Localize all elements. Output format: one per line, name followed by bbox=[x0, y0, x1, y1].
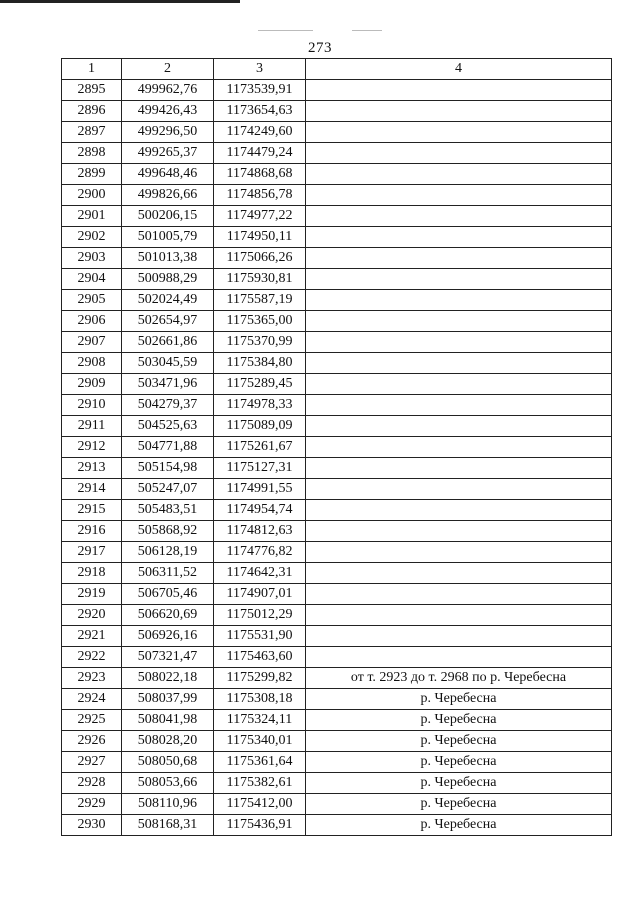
scan-artifact bbox=[352, 30, 382, 31]
description-cell bbox=[306, 647, 612, 668]
description-cell bbox=[306, 374, 612, 395]
description-cell: р. Черебесна bbox=[306, 794, 612, 815]
point-number-cell: 2914 bbox=[62, 479, 122, 500]
description-cell bbox=[306, 185, 612, 206]
table-row bbox=[62, 80, 612, 101]
table-row bbox=[62, 353, 612, 374]
description-cell bbox=[306, 311, 612, 332]
x-coordinate-cell: 508022,18 bbox=[122, 668, 214, 689]
x-coordinate-cell: 502654,97 bbox=[122, 311, 214, 332]
y-coordinate-cell: 1174954,74 bbox=[214, 500, 306, 521]
table-row bbox=[62, 521, 612, 542]
x-coordinate-cell: 504279,37 bbox=[122, 395, 214, 416]
table-row bbox=[62, 311, 612, 332]
description-cell bbox=[306, 227, 612, 248]
description-cell bbox=[306, 479, 612, 500]
table-row bbox=[62, 479, 612, 500]
point-number-cell: 2917 bbox=[62, 542, 122, 563]
description-cell bbox=[306, 353, 612, 374]
table-row bbox=[62, 143, 612, 164]
description-cell bbox=[306, 584, 612, 605]
y-coordinate-cell: 1175384,80 bbox=[214, 353, 306, 374]
point-number-cell: 2912 bbox=[62, 437, 122, 458]
x-coordinate-cell: 508028,20 bbox=[122, 731, 214, 752]
point-number-cell: 2929 bbox=[62, 794, 122, 815]
x-coordinate-cell: 501013,38 bbox=[122, 248, 214, 269]
x-coordinate-cell: 505154,98 bbox=[122, 458, 214, 479]
point-number-cell: 2920 bbox=[62, 605, 122, 626]
x-coordinate-cell: 508053,66 bbox=[122, 773, 214, 794]
table-row bbox=[62, 458, 612, 479]
y-coordinate-cell: 1175463,60 bbox=[214, 647, 306, 668]
description-cell bbox=[306, 626, 612, 647]
x-coordinate-cell: 505483,51 bbox=[122, 500, 214, 521]
description-cell bbox=[306, 605, 612, 626]
x-coordinate-cell: 508050,68 bbox=[122, 752, 214, 773]
table-row bbox=[62, 752, 612, 773]
y-coordinate-cell: 1174642,31 bbox=[214, 563, 306, 584]
point-number-cell: 2918 bbox=[62, 563, 122, 584]
y-coordinate-cell: 1175361,64 bbox=[214, 752, 306, 773]
table-header-row bbox=[62, 59, 612, 80]
table-row bbox=[62, 374, 612, 395]
description-cell bbox=[306, 164, 612, 185]
table-row bbox=[62, 332, 612, 353]
description-cell bbox=[306, 248, 612, 269]
y-coordinate-cell: 1174907,01 bbox=[214, 584, 306, 605]
point-number-cell: 2902 bbox=[62, 227, 122, 248]
point-number-cell: 2922 bbox=[62, 647, 122, 668]
table-row bbox=[62, 668, 612, 689]
x-coordinate-cell: 501005,79 bbox=[122, 227, 214, 248]
table-row bbox=[62, 710, 612, 731]
description-cell: р. Черебесна bbox=[306, 815, 612, 836]
table-row bbox=[62, 185, 612, 206]
y-coordinate-cell: 1175340,01 bbox=[214, 731, 306, 752]
y-coordinate-cell: 1175365,00 bbox=[214, 311, 306, 332]
point-number-cell: 2916 bbox=[62, 521, 122, 542]
table-row bbox=[62, 500, 612, 521]
y-coordinate-cell: 1174776,82 bbox=[214, 542, 306, 563]
x-coordinate-cell: 506705,46 bbox=[122, 584, 214, 605]
point-number-cell: 2915 bbox=[62, 500, 122, 521]
table-row bbox=[62, 395, 612, 416]
y-coordinate-cell: 1173654,63 bbox=[214, 101, 306, 122]
point-number-cell: 2923 bbox=[62, 668, 122, 689]
point-number-cell: 2911 bbox=[62, 416, 122, 437]
point-number-cell: 2895 bbox=[62, 80, 122, 101]
y-coordinate-cell: 1174950,11 bbox=[214, 227, 306, 248]
point-number-cell: 2921 bbox=[62, 626, 122, 647]
point-number-cell: 2910 bbox=[62, 395, 122, 416]
y-coordinate-cell: 1174977,22 bbox=[214, 206, 306, 227]
point-number-cell: 2903 bbox=[62, 248, 122, 269]
description-cell bbox=[306, 458, 612, 479]
point-number-cell: 2913 bbox=[62, 458, 122, 479]
description-cell bbox=[306, 521, 612, 542]
x-coordinate-cell: 508041,98 bbox=[122, 710, 214, 731]
point-number-cell: 2907 bbox=[62, 332, 122, 353]
y-coordinate-cell: 1173539,91 bbox=[214, 80, 306, 101]
description-cell: р. Черебесна bbox=[306, 752, 612, 773]
coordinates-table bbox=[61, 58, 612, 836]
y-coordinate-cell: 1175066,26 bbox=[214, 248, 306, 269]
x-coordinate-cell: 499826,66 bbox=[122, 185, 214, 206]
description-cell bbox=[306, 143, 612, 164]
point-number-cell: 2925 bbox=[62, 710, 122, 731]
y-coordinate-cell: 1175299,82 bbox=[214, 668, 306, 689]
table-row bbox=[62, 689, 612, 710]
table-row bbox=[62, 416, 612, 437]
scan-edge-mark bbox=[0, 0, 240, 3]
column-header-y-coordinate: 3 bbox=[214, 59, 306, 80]
x-coordinate-cell: 506128,19 bbox=[122, 542, 214, 563]
y-coordinate-cell: 1175370,99 bbox=[214, 332, 306, 353]
point-number-cell: 2908 bbox=[62, 353, 122, 374]
point-number-cell: 2904 bbox=[62, 269, 122, 290]
point-number-cell: 2900 bbox=[62, 185, 122, 206]
table-row bbox=[62, 164, 612, 185]
table-row bbox=[62, 626, 612, 647]
y-coordinate-cell: 1175412,00 bbox=[214, 794, 306, 815]
y-coordinate-cell: 1175930,81 bbox=[214, 269, 306, 290]
description-cell bbox=[306, 563, 612, 584]
x-coordinate-cell: 504771,88 bbox=[122, 437, 214, 458]
table-row bbox=[62, 815, 612, 836]
point-number-cell: 2906 bbox=[62, 311, 122, 332]
table-row bbox=[62, 773, 612, 794]
y-coordinate-cell: 1175012,29 bbox=[214, 605, 306, 626]
y-coordinate-cell: 1174812,63 bbox=[214, 521, 306, 542]
table-row bbox=[62, 437, 612, 458]
table-row bbox=[62, 227, 612, 248]
description-cell bbox=[306, 395, 612, 416]
table-row bbox=[62, 122, 612, 143]
table-row bbox=[62, 290, 612, 311]
description-cell bbox=[306, 101, 612, 122]
y-coordinate-cell: 1175436,91 bbox=[214, 815, 306, 836]
description-cell: р. Черебесна bbox=[306, 731, 612, 752]
point-number-cell: 2924 bbox=[62, 689, 122, 710]
description-cell: р. Черебесна bbox=[306, 710, 612, 731]
point-number-cell: 2930 bbox=[62, 815, 122, 836]
page-number: 273 bbox=[308, 40, 332, 56]
x-coordinate-cell: 499296,50 bbox=[122, 122, 214, 143]
description-cell bbox=[306, 269, 612, 290]
y-coordinate-cell: 1174479,24 bbox=[214, 143, 306, 164]
point-number-cell: 2901 bbox=[62, 206, 122, 227]
x-coordinate-cell: 505247,07 bbox=[122, 479, 214, 500]
point-number-cell: 2926 bbox=[62, 731, 122, 752]
table-body bbox=[62, 80, 612, 836]
y-coordinate-cell: 1174249,60 bbox=[214, 122, 306, 143]
table-row bbox=[62, 731, 612, 752]
table-row bbox=[62, 563, 612, 584]
x-coordinate-cell: 499426,43 bbox=[122, 101, 214, 122]
x-coordinate-cell: 508168,31 bbox=[122, 815, 214, 836]
x-coordinate-cell: 500988,29 bbox=[122, 269, 214, 290]
y-coordinate-cell: 1175531,90 bbox=[214, 626, 306, 647]
point-number-cell: 2919 bbox=[62, 584, 122, 605]
description-cell bbox=[306, 437, 612, 458]
description-cell: р. Черебесна bbox=[306, 689, 612, 710]
point-number-cell: 2909 bbox=[62, 374, 122, 395]
table-row bbox=[62, 101, 612, 122]
table-row bbox=[62, 206, 612, 227]
x-coordinate-cell: 499265,37 bbox=[122, 143, 214, 164]
x-coordinate-cell: 503471,96 bbox=[122, 374, 214, 395]
x-coordinate-cell: 499962,76 bbox=[122, 80, 214, 101]
column-header-description: 4 bbox=[306, 59, 612, 80]
table-row bbox=[62, 584, 612, 605]
table-row bbox=[62, 647, 612, 668]
y-coordinate-cell: 1175089,09 bbox=[214, 416, 306, 437]
point-number-cell: 2927 bbox=[62, 752, 122, 773]
point-number-cell: 2896 bbox=[62, 101, 122, 122]
y-coordinate-cell: 1175127,31 bbox=[214, 458, 306, 479]
description-cell bbox=[306, 542, 612, 563]
x-coordinate-cell: 503045,59 bbox=[122, 353, 214, 374]
description-cell bbox=[306, 206, 612, 227]
description-cell: р. Черебесна bbox=[306, 773, 612, 794]
x-coordinate-cell: 499648,46 bbox=[122, 164, 214, 185]
table-row bbox=[62, 605, 612, 626]
x-coordinate-cell: 506311,52 bbox=[122, 563, 214, 584]
x-coordinate-cell: 502024,49 bbox=[122, 290, 214, 311]
column-header-x-coordinate: 2 bbox=[122, 59, 214, 80]
description-cell bbox=[306, 290, 612, 311]
x-coordinate-cell: 505868,92 bbox=[122, 521, 214, 542]
y-coordinate-cell: 1175261,67 bbox=[214, 437, 306, 458]
y-coordinate-cell: 1174868,68 bbox=[214, 164, 306, 185]
table-row bbox=[62, 542, 612, 563]
description-cell bbox=[306, 80, 612, 101]
description-cell bbox=[306, 122, 612, 143]
x-coordinate-cell: 508037,99 bbox=[122, 689, 214, 710]
y-coordinate-cell: 1175324,11 bbox=[214, 710, 306, 731]
description-cell bbox=[306, 500, 612, 521]
y-coordinate-cell: 1174991,55 bbox=[214, 479, 306, 500]
point-number-cell: 2898 bbox=[62, 143, 122, 164]
x-coordinate-cell: 500206,15 bbox=[122, 206, 214, 227]
scan-artifact bbox=[258, 30, 313, 31]
x-coordinate-cell: 508110,96 bbox=[122, 794, 214, 815]
x-coordinate-cell: 504525,63 bbox=[122, 416, 214, 437]
y-coordinate-cell: 1175289,45 bbox=[214, 374, 306, 395]
y-coordinate-cell: 1174978,33 bbox=[214, 395, 306, 416]
x-coordinate-cell: 507321,47 bbox=[122, 647, 214, 668]
x-coordinate-cell: 502661,86 bbox=[122, 332, 214, 353]
description-cell: от т. 2923 до т. 2968 по р. Черебесна bbox=[306, 668, 612, 689]
table-row bbox=[62, 248, 612, 269]
column-header-point-number: 1 bbox=[62, 59, 122, 80]
y-coordinate-cell: 1174856,78 bbox=[214, 185, 306, 206]
table-row bbox=[62, 794, 612, 815]
x-coordinate-cell: 506926,16 bbox=[122, 626, 214, 647]
y-coordinate-cell: 1175382,61 bbox=[214, 773, 306, 794]
y-coordinate-cell: 1175587,19 bbox=[214, 290, 306, 311]
x-coordinate-cell: 506620,69 bbox=[122, 605, 214, 626]
description-cell bbox=[306, 332, 612, 353]
point-number-cell: 2897 bbox=[62, 122, 122, 143]
point-number-cell: 2905 bbox=[62, 290, 122, 311]
description-cell bbox=[306, 416, 612, 437]
y-coordinate-cell: 1175308,18 bbox=[214, 689, 306, 710]
point-number-cell: 2928 bbox=[62, 773, 122, 794]
table-row bbox=[62, 269, 612, 290]
point-number-cell: 2899 bbox=[62, 164, 122, 185]
